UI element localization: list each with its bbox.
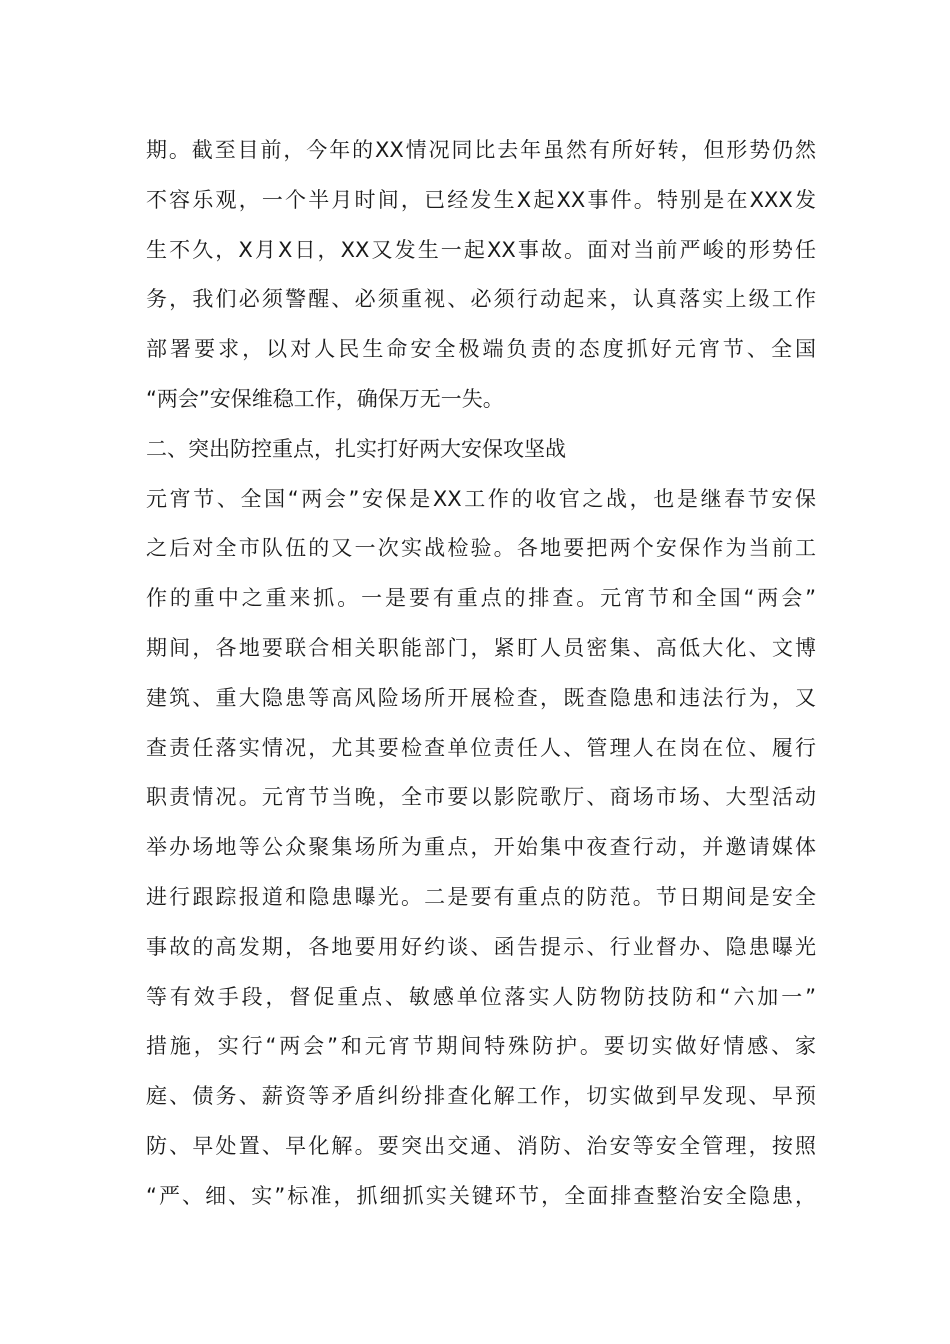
text-line: 措施，实行“两会”和元宵节期间特殊防护。要切实做好情感、家 <box>146 1034 816 1059</box>
text-line: 部署要求，以对人民生命安全极端负责的态度抓好元宵节、全国 <box>146 337 816 362</box>
text-line: 务，我们必须警醒、必须重视、必须行动起来，认真落实上级工作 <box>146 287 816 312</box>
text-line: 进行跟踪报道和隐患曝光。二是要有重点的防范。节日期间是安全 <box>146 884 816 909</box>
text-line: 生不久，X月X日，XX又发生一起XX事故。面对当前严峻的形势任 <box>146 237 816 262</box>
text-line: 作的重中之重来抓。一是要有重点的排查。元宵节和全国“两会” <box>146 586 816 611</box>
text-line: 事故的高发期，各地要用好约谈、函告提示、行业督办、隐患曝光 <box>146 934 816 959</box>
text-line: 不容乐观，一个半月时间，已经发生X起XX事件。特别是在XXX发 <box>146 187 816 212</box>
text-line: 建筑、重大隐患等高风险场所开展检查，既查隐患和违法行为，又 <box>146 685 816 710</box>
text-line: 之后对全市队伍的又一次实战检验。各地要把两个安保作为当前工 <box>146 536 816 561</box>
text-line: 防、早处置、早化解。要突出交通、消防、治安等安全管理，按照 <box>146 1133 816 1158</box>
text-line: 查责任落实情况，尤其要检查单位责任人、管理人在岗在位、履行 <box>146 735 816 760</box>
text-line: “严、细、实”标准，抓细抓实关键环节，全面排查整治安全隐患， <box>146 1183 816 1208</box>
text-line: 元宵节、全国“两会”安保是XX工作的收官之战，也是继春节安保 <box>146 486 816 511</box>
text-line: 期间，各地要联合相关职能部门，紧盯人员密集、高低大化、文博 <box>146 635 816 660</box>
section-heading: 二、突出防控重点，扎实打好两大安保攻坚战 <box>146 436 566 461</box>
text-line: 庭、债务、薪资等矛盾纠纷排查化解工作，切实做到早发现、早预 <box>146 1084 816 1109</box>
text-line: 举办场地等公众聚集场所为重点，开始集中夜查行动，并邀请媒体 <box>146 835 816 860</box>
text-line: 等有效手段，督促重点、敏感单位落实人防物防技防和“六加一” <box>146 984 816 1009</box>
body-text <box>146 126 816 1222</box>
text-line: 期。截至目前，今年的XX情况同比去年虽然有所好转，但形势仍然 <box>146 138 816 162</box>
text-line: 职责情况。元宵节当晚，全市要以影院歌厅、商场市场、大型活动 <box>146 785 816 810</box>
paragraph-end-line: “两会”安保维稳工作，确保万无一失。 <box>146 386 504 411</box>
